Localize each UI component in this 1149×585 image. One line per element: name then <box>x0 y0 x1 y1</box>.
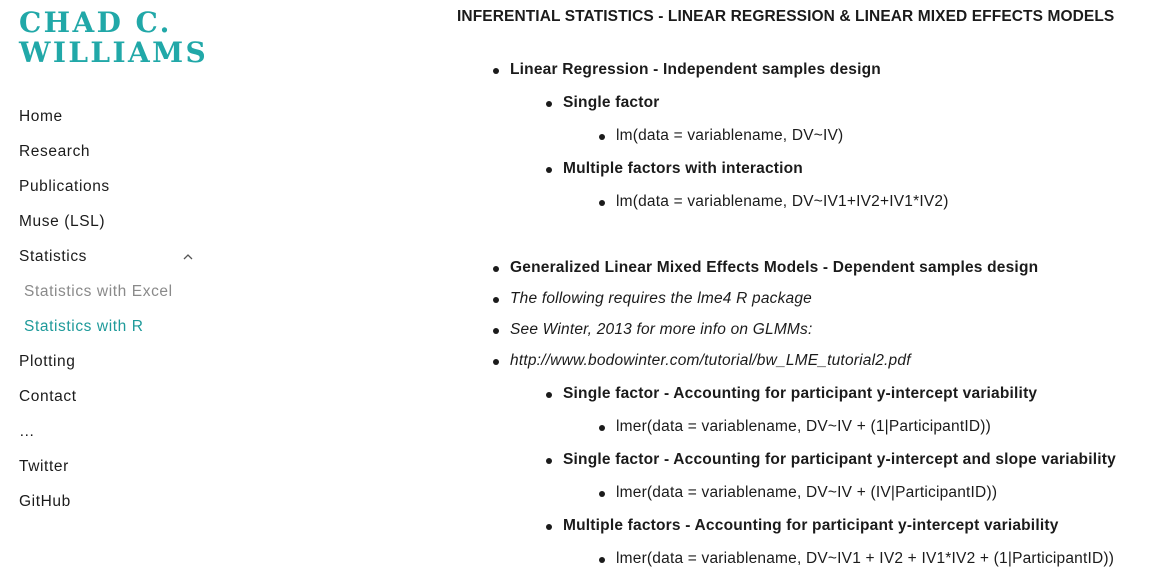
nav-item-label: Statistics with R <box>24 317 144 335</box>
nav-item-twitter[interactable] <box>19 449 199 484</box>
nav-item-label: Twitter <box>19 457 69 475</box>
nav-item-muse[interactable] <box>19 204 199 239</box>
nav-item-more[interactable] <box>19 414 199 449</box>
code-text: lm(data = variablename, DV~IV) <box>616 127 844 144</box>
subheading: Single factor - Accounting for participant y-intercept and slope variability <box>563 451 1116 468</box>
note-text: The following requires the lme4 R package <box>510 290 812 307</box>
list-item <box>563 160 803 178</box>
list-item <box>510 290 812 308</box>
bullet-icon <box>493 68 499 74</box>
bullet-icon <box>546 392 552 398</box>
code-text: lmer(data = variablename, DV~IV + (IV|ParticipantID)) <box>616 484 998 501</box>
bullet-icon <box>493 297 499 303</box>
list-item <box>563 517 1059 535</box>
bullet-icon <box>493 328 499 334</box>
bullet-icon <box>546 458 552 464</box>
list-item <box>510 352 911 370</box>
code-text: lm(data = variablename, DV~IV1+IV2+IV1*IV2) <box>616 193 949 210</box>
reference-link[interactable]: http://www.bodowinter.com/tutorial/bw_LME_tutorial2.pdf <box>510 352 911 369</box>
nav-item-research[interactable] <box>19 134 199 169</box>
bullet-icon <box>493 266 499 272</box>
nav-item-label: Contact <box>19 387 77 405</box>
list-item <box>616 484 997 502</box>
list-item <box>510 321 813 339</box>
bullet-icon <box>546 524 552 530</box>
bullet-icon <box>546 167 552 173</box>
page-title: INFERENTIAL STATISTICS - LINEAR REGRESSION & LINEAR MIXED EFFECTS MODELS <box>457 8 1115 25</box>
list-item <box>510 61 881 79</box>
nav-item-label: Statistics <box>19 247 88 265</box>
bullet-icon <box>599 425 605 431</box>
nav-item-label: GitHub <box>19 492 71 510</box>
nav-item-label: Muse (LSL) <box>19 212 106 230</box>
list-item <box>616 418 991 436</box>
nav-item-publications[interactable] <box>19 169 199 204</box>
bullet-icon <box>493 359 499 365</box>
code-text: lmer(data = variablename, DV~IV1 + IV2 + IV1*IV2 + (1|ParticipantID)) <box>616 550 1115 567</box>
nav-item-github[interactable] <box>19 484 199 519</box>
subheading: Multiple factors with interaction <box>563 160 803 177</box>
nav-item-plotting[interactable] <box>19 344 199 379</box>
logo-line-1: CHAD C. <box>19 6 172 39</box>
list-item <box>616 127 843 145</box>
nav-item-contact[interactable] <box>19 379 199 414</box>
nav-item-label: Research <box>19 142 91 160</box>
chevron-up-icon[interactable] <box>183 252 193 262</box>
list-item <box>616 550 1114 568</box>
list-item <box>510 259 1038 277</box>
subheading: Single factor - Accounting for participant y-intercept variability <box>563 385 1038 402</box>
subheading: Multiple factors - Accounting for participant y-intercept variability <box>563 517 1059 534</box>
code-text: lmer(data = variablename, DV~IV + (1|ParticipantID)) <box>616 418 991 435</box>
nav-item-label: Plotting <box>19 352 76 370</box>
section-heading: Generalized Linear Mixed Effects Models - Dependent samples design <box>510 259 1039 276</box>
sidebar <box>19 6 209 519</box>
site-logo[interactable] <box>19 6 209 69</box>
nav-item-statistics-r[interactable] <box>19 309 199 344</box>
nav-item-statistics-excel[interactable] <box>19 274 199 309</box>
nav-item-home[interactable] <box>19 99 199 134</box>
bullet-icon <box>546 101 552 107</box>
nav-item-label: Home <box>19 107 63 125</box>
nav-item-label: … <box>19 422 36 440</box>
note-text: See Winter, 2013 for more info on GLMMs: <box>510 321 813 338</box>
bullet-icon <box>599 557 605 563</box>
subheading: Single factor <box>563 94 660 111</box>
list-item <box>616 193 949 211</box>
bullet-icon <box>599 134 605 140</box>
nav-item-label: Statistics with Excel <box>24 282 173 300</box>
nav-item-statistics[interactable] <box>19 239 199 274</box>
section-heading: Linear Regression - Independent samples design <box>510 61 881 78</box>
list-item <box>563 385 1037 403</box>
logo-line-2: WILLIAMS <box>19 36 209 69</box>
bullet-icon <box>599 200 605 206</box>
nav-item-label: Publications <box>19 177 110 195</box>
list-item <box>563 94 659 112</box>
list-item <box>563 451 1116 469</box>
bullet-icon <box>599 491 605 497</box>
main-nav <box>19 99 199 519</box>
